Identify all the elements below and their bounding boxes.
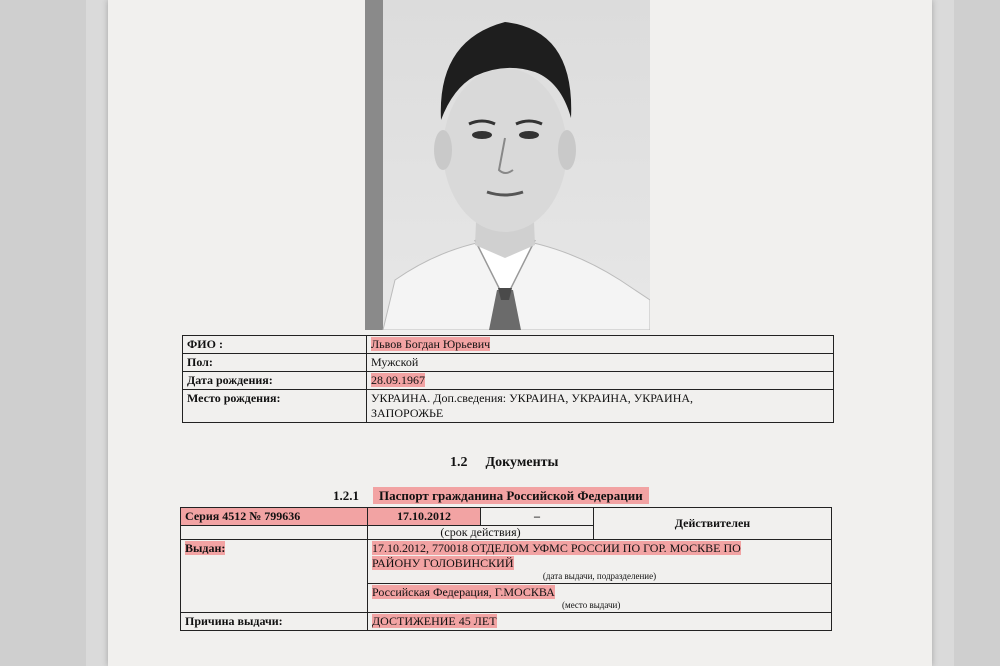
place-caption: (место выдачи)	[562, 600, 621, 610]
page-edge-left	[86, 0, 108, 666]
pob-label: Место рождения:	[183, 390, 367, 423]
reason-cell	[368, 613, 832, 631]
pob-value-line2: ЗАПОРОЖЬЕ	[371, 406, 444, 420]
dob-value: 28.09.1967	[371, 373, 425, 387]
sex-label: Пол:	[183, 354, 367, 372]
subsection-title: Паспорт гражданина Российской Федерации	[373, 487, 649, 504]
section-number: 1.2	[450, 455, 468, 470]
validity-caption: (срок действия)	[368, 526, 594, 540]
reason-label: Причина выдачи:	[181, 613, 368, 631]
issued-caption: (дата выдачи, подразделение)	[542, 571, 657, 581]
dob-row	[183, 372, 834, 390]
fio-row	[183, 336, 834, 354]
page-edge-right	[932, 0, 954, 666]
sex-value: Мужской	[367, 354, 834, 372]
issued-row	[181, 540, 832, 584]
portrait-figure	[365, 0, 650, 330]
reason-value: ДОСТИЖЕНИЕ 45 ЛЕТ	[372, 614, 497, 628]
passport-table	[180, 507, 832, 631]
place-cell	[368, 584, 832, 613]
issued-line2: РАЙОНУ ГОЛОВИНСКИЙ	[372, 556, 514, 570]
subsection-number: 1.2.1	[333, 488, 359, 503]
issued-cell	[368, 540, 832, 584]
passport-main-row	[181, 508, 832, 526]
fio-cell	[367, 336, 834, 354]
section-title: Документы	[485, 455, 559, 470]
reason-row	[181, 613, 832, 631]
dob-cell	[367, 372, 834, 390]
portrait-photo	[365, 0, 650, 330]
pob-value-line1: УКРАИНА. Доп.сведения: УКРАИНА, УКРАИНА, УКРАИНА,	[371, 391, 694, 405]
sex-row	[183, 354, 834, 372]
issued-label: Выдан:	[185, 541, 226, 555]
passport-caption-empty	[181, 526, 368, 540]
pob-row	[183, 390, 834, 423]
place-value: Российская Федерация, Г.МОСКВА	[372, 585, 555, 599]
issued-line1: 17.10.2012, 770018 ОТДЕЛОМ УФМС РОССИИ ПО ГОР. МОСКВЕ ПО	[372, 541, 741, 555]
passport-status: Действителен	[594, 508, 832, 540]
subsection-heading	[333, 488, 649, 504]
passport-issue-date: 17.10.2012	[368, 508, 481, 526]
fio-label: ФИО :	[183, 336, 367, 354]
passport-series-number: Серия 4512 № 799636	[181, 508, 368, 526]
fio-value: Львов Богдан Юрьевич	[371, 337, 491, 351]
dob-label: Дата рождения:	[183, 372, 367, 390]
pob-cell	[367, 390, 834, 423]
passport-validity-dash: –	[481, 508, 594, 526]
section-heading	[450, 455, 576, 471]
personal-info-table	[182, 335, 834, 423]
issued-label-cell	[181, 540, 368, 613]
